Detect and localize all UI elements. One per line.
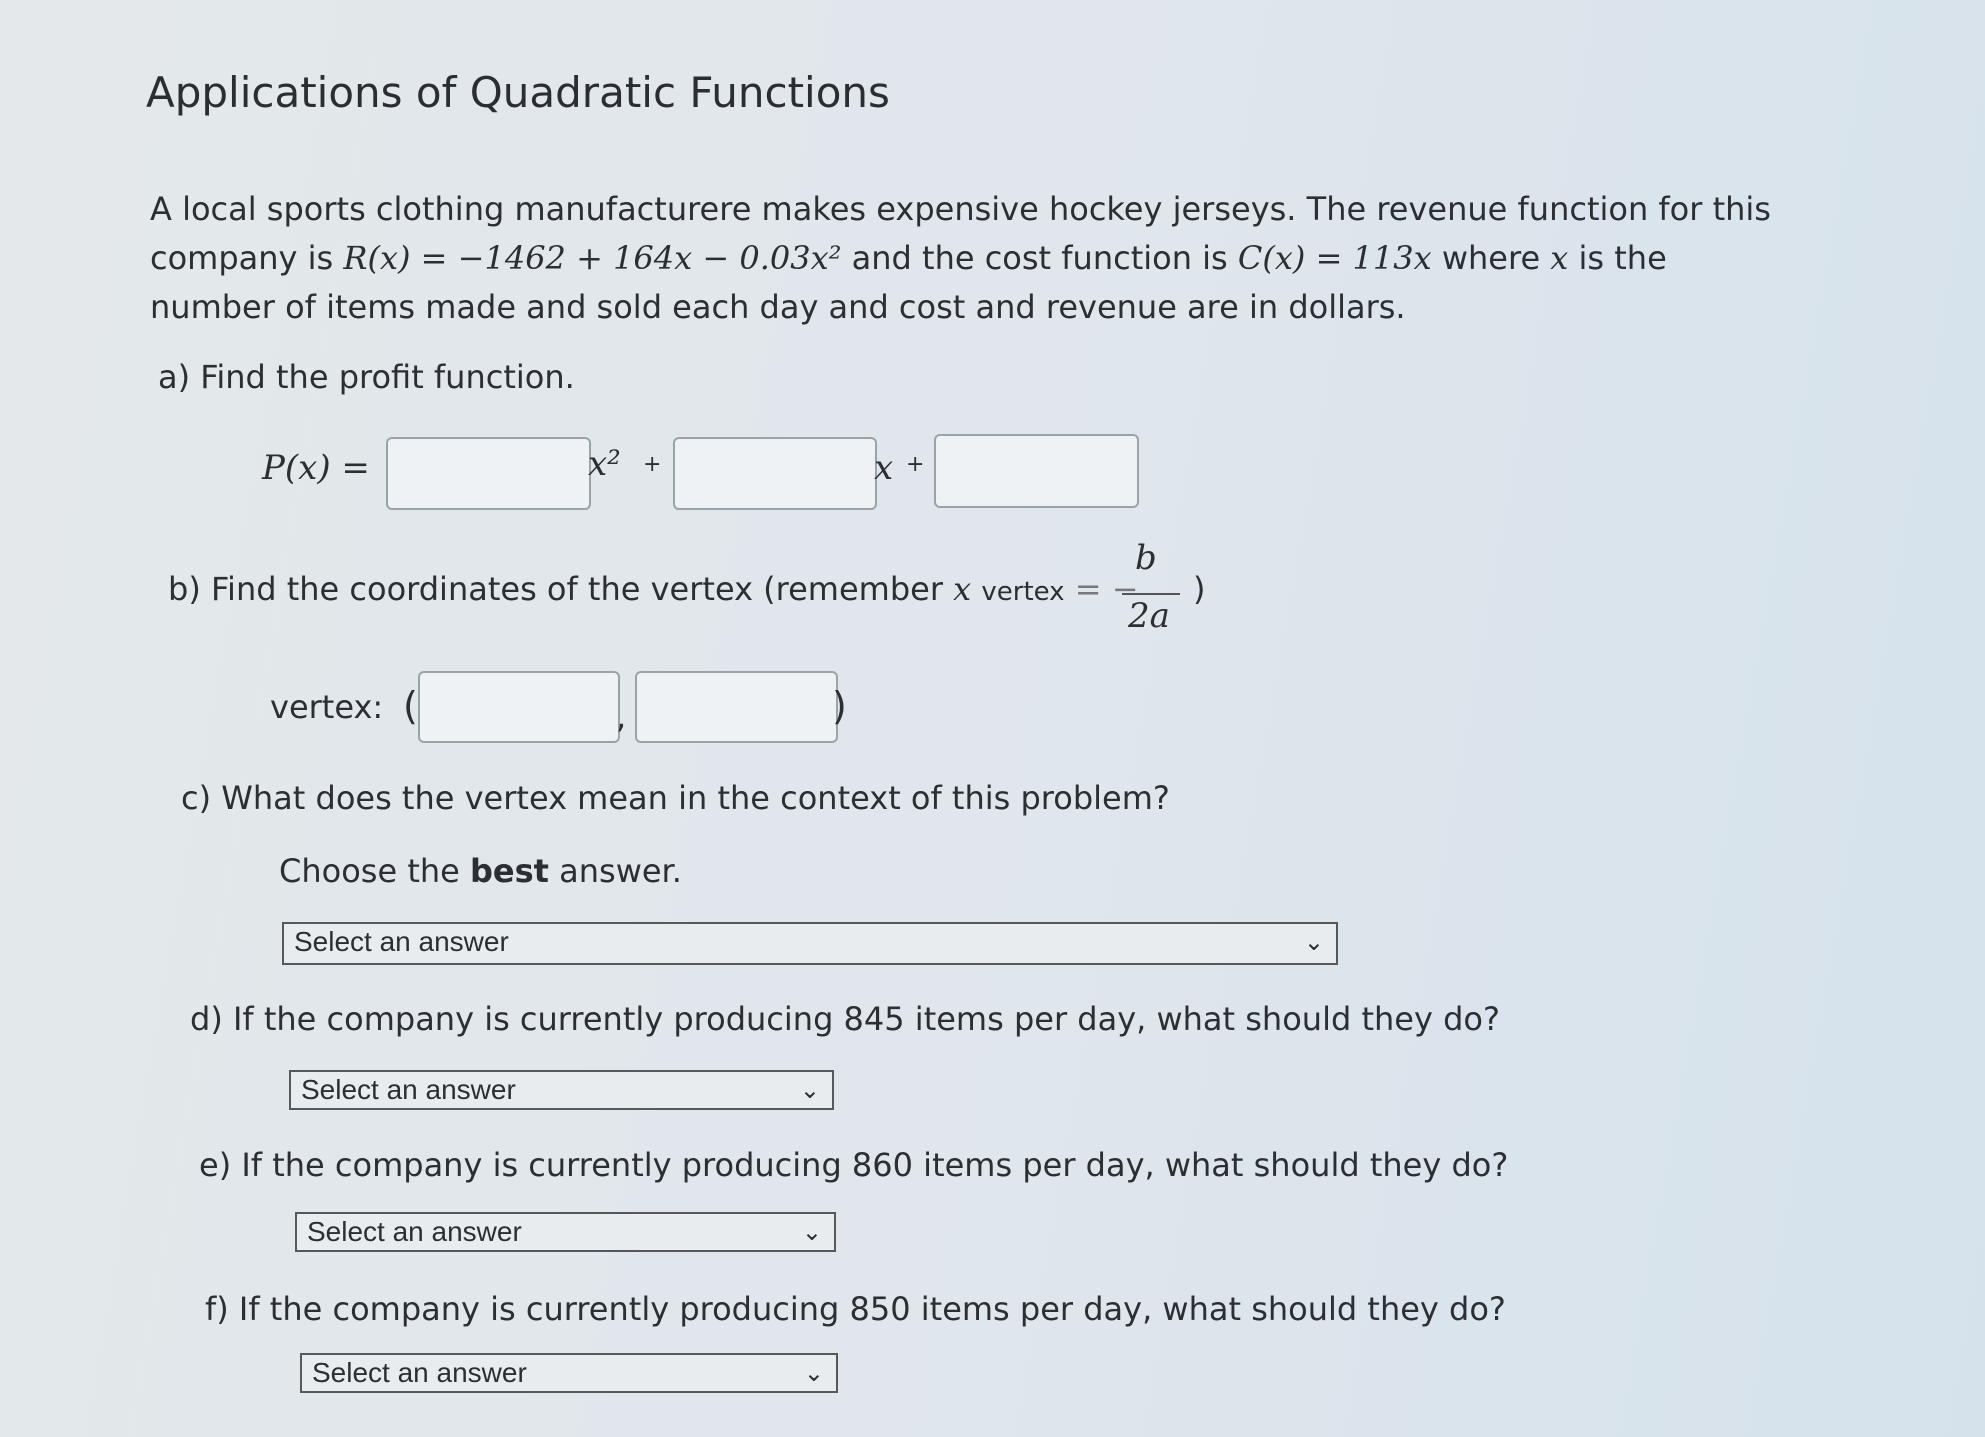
choose-instruction xyxy=(279,852,682,890)
vertex-y-input[interactable] xyxy=(635,671,838,743)
where-text: where xyxy=(1441,239,1541,277)
part-d-label: d) If the company is currently producing 845 items per day, what should they do? xyxy=(190,1000,1500,1038)
problem-statement xyxy=(150,185,1790,332)
chevron-down-icon: ⌄ xyxy=(803,1360,824,1387)
intro-text: A local sports clothing manufacturere makes expensive hockey jerseys. The revenue function for this company is xyxy=(150,190,1771,277)
select-value: Select an answer xyxy=(307,1216,522,1247)
fraction-bar xyxy=(1122,593,1180,595)
fraction-numerator: b xyxy=(1135,538,1157,578)
vertex-meaning-select[interactable] xyxy=(282,922,1338,965)
constant-input[interactable] xyxy=(934,434,1139,508)
part-b-label xyxy=(168,570,1139,608)
vertex-label: vertex: xyxy=(270,688,384,726)
vertex-x-input[interactable] xyxy=(418,671,620,743)
plus-sign: + xyxy=(906,452,925,477)
fraction-denominator: 2a xyxy=(1128,596,1170,636)
profit-lhs: P(x) = xyxy=(262,448,370,488)
vertex-subscript: vertex xyxy=(981,577,1065,607)
part-f-select[interactable] xyxy=(300,1353,838,1393)
x-variable: x xyxy=(953,570,972,608)
part-c-label: c) What does the vertex mean in the context of this problem? xyxy=(181,779,1170,817)
chevron-down-icon: ⌄ xyxy=(1303,929,1324,956)
select-value: Select an answer xyxy=(301,1074,516,1105)
select-value: Select an answer xyxy=(294,926,509,957)
choose-post: answer. xyxy=(559,852,682,890)
open-paren: ( xyxy=(403,684,418,728)
mid-text: and the cost function is xyxy=(851,239,1228,277)
outro-text: is the number of items made and sold each day and cost and revenue are in dollars. xyxy=(150,239,1667,326)
chevron-down-icon: ⌄ xyxy=(799,1077,820,1104)
plus-sign: + xyxy=(643,452,662,477)
page-title: Applications of Quadratic Functions xyxy=(146,68,890,117)
choose-bold: best xyxy=(470,852,549,890)
part-e-label: e) If the company is currently producing 860 items per day, what should they do? xyxy=(199,1146,1509,1184)
x-term: x xyxy=(874,448,894,488)
cost-function: C(x) = 113x xyxy=(1237,239,1432,277)
part-d-select[interactable] xyxy=(289,1070,834,1110)
part-e-select[interactable] xyxy=(295,1212,836,1252)
part-a-label: a) Find the profit function. xyxy=(158,358,575,396)
select-value: Select an answer xyxy=(312,1357,527,1388)
x2-coefficient-input[interactable] xyxy=(386,437,591,510)
revenue-function: R(x) = −1462 + 164x − 0.03x² xyxy=(343,239,842,277)
x-coefficient-input[interactable] xyxy=(673,437,877,510)
choose-pre: Choose the xyxy=(279,852,460,890)
equals-minus: = − xyxy=(1074,570,1139,608)
x-variable: x xyxy=(1550,239,1569,277)
close-paren: ) xyxy=(832,684,847,728)
close-paren: ) xyxy=(1193,570,1206,608)
comma: , xyxy=(616,698,627,736)
chevron-down-icon: ⌄ xyxy=(801,1219,822,1246)
part-f-label: f) If the company is currently producing 850 items per day, what should they do? xyxy=(205,1290,1506,1328)
part-b-text: b) Find the coordinates of the vertex (remember xyxy=(168,570,943,608)
x-squared-term: x² xyxy=(588,444,621,484)
